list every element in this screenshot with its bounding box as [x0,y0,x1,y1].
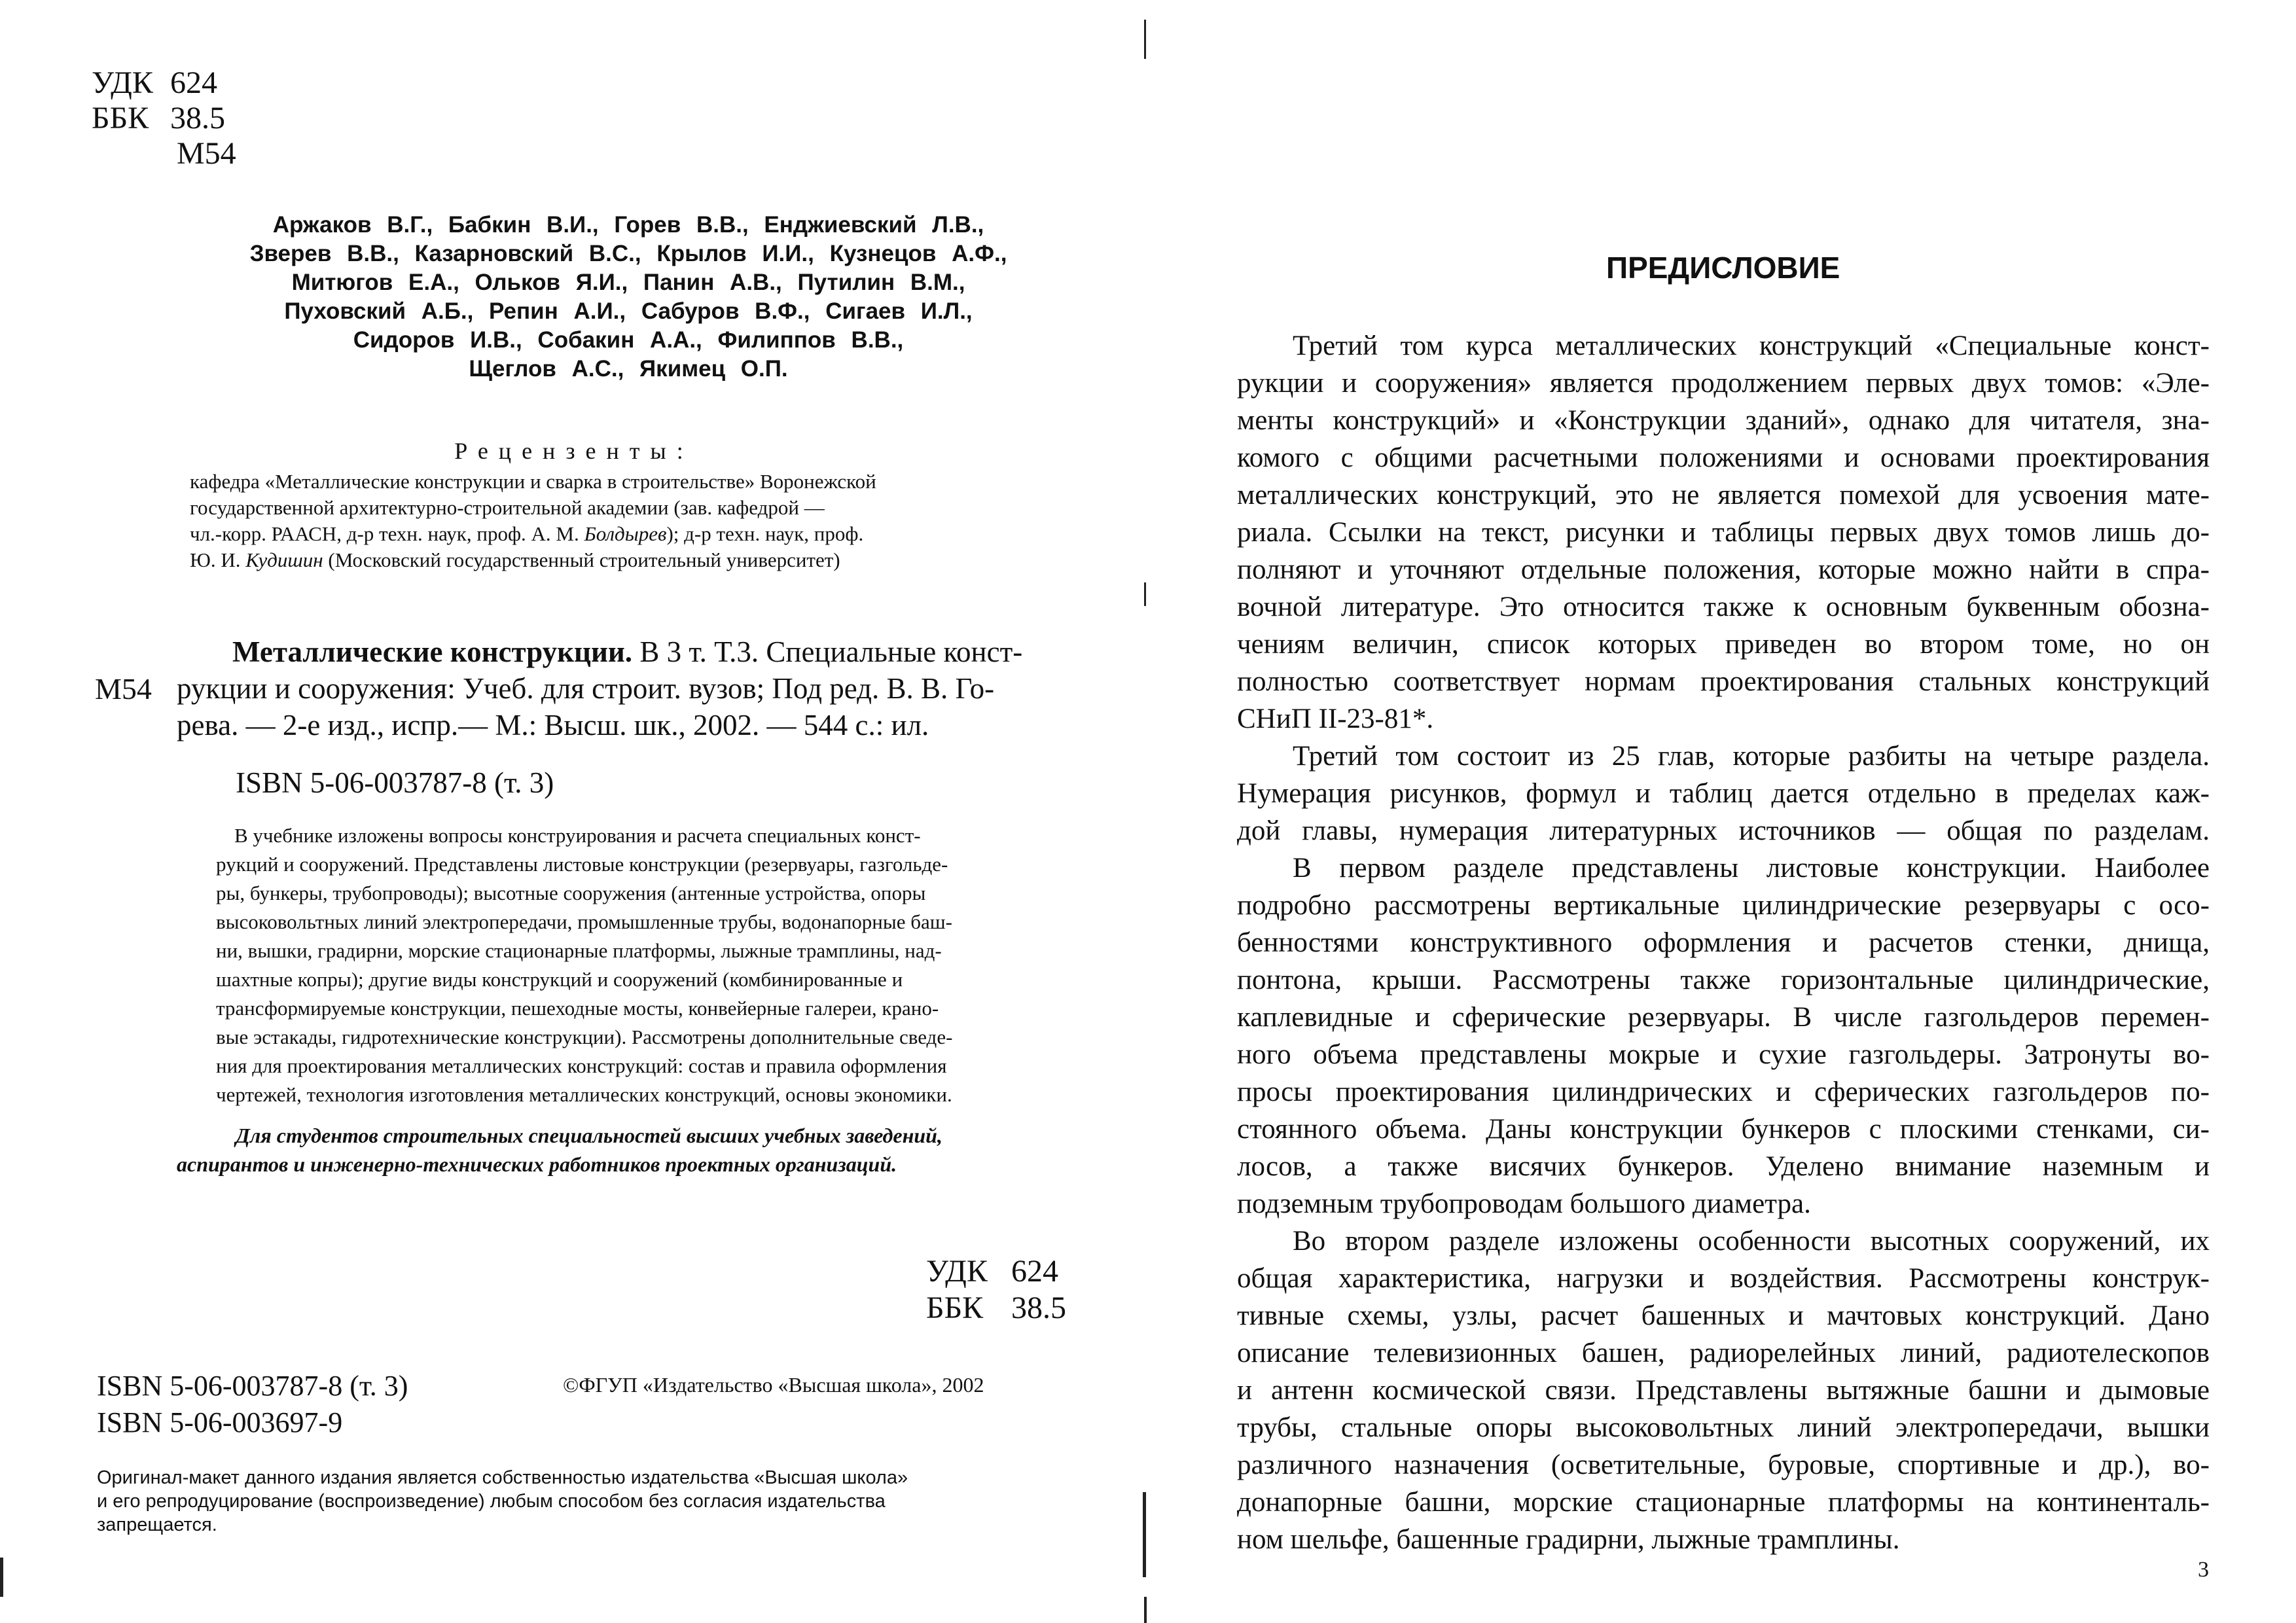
reviewers-text-fragment: (Московский государственный строительный университет) [328,548,840,571]
preface-line: В первом разделе представлены листовые конструкции. Наиболее [1293,853,2210,883]
annotation-line: рукций и сооружений. Представлены листовые конструкции (резервуары, газгольде- [216,853,948,876]
copyright-notice: ©ФГУП «Издательство «Высшая школа», 2002 [563,1373,984,1397]
preface-line: общая характеристика, нагрузки и воздействия. Рассмотрены конструк- [1237,1263,2210,1294]
preface-line: стоянного объема. Даны конструкции бункеров с плоскими стенками, си- [1237,1114,2210,1145]
authors-line: Сидоров И.В., Собакин А.А., Филиппов В.В., [353,327,904,353]
preface-line: Третий том состоит из 25 глав, которые разбиты на четыре раздела. [1293,741,2210,772]
preface-line: каплевидные и сферические резервуары. В числе газгольдеров перемен- [1237,1002,2210,1033]
preface-line: рукции и сооружения» является продолжением первых двух томов: «Эле- [1237,368,2210,399]
annotation-line: трансформируемые конструкции, пешеходные мосты, конвейерные галереи, крано- [216,997,939,1020]
preface-line: просы проектирования цилиндрических и сферических газгольдеров по- [1237,1077,2210,1107]
udk-label: УДК [926,1254,988,1289]
ownership-line: и его репродуцирование (воспроизведение) любым способом без согласия издательства [97,1491,886,1512]
preface-line: различного назначения (осветительные, буровые, спортивные и др.), во- [1237,1450,2210,1480]
preface-line: дой главы, нумерация литературных источников — общая по разделам. [1237,815,2210,846]
isbn-entry: ISBN 5-06-003787-8 (т. 3) [97,1370,408,1402]
preface-line: полняют и уточняют отдельные положения, которые можно найти в спра- [1237,554,2210,585]
preface-line: ного объема представлены мокрые и сухие газгольдеры. Затронуты во- [1237,1039,2210,1070]
preface-line: тивные схемы, узлы, расчет башенных и мачтовых конструкций. Дано [1237,1300,2210,1331]
book-title: Металлические конструкции. [232,635,633,668]
biblio-text: В 3 т. Т.3. Специальные конст- [639,635,1023,668]
reviewers-text-fragment: Ю. И. [190,548,241,571]
annotation-line: В учебнике изложены вопросы конструирования и расчета специальных конст- [234,824,921,847]
preface-line: описание телевизионных башен, радиорелейных линий, радиотелескопов [1237,1338,2210,1368]
reviewers-line: государственной архитектурно-строительной академии (зав. кафедрой — [190,496,825,519]
preface-line: подземным трубопроводам большого диаметра. [1237,1188,1811,1219]
preface-line: менты конструкций» и «Конструкции зданий», однако для читателя, зна- [1237,405,2210,436]
preface-line: понтона, крыши. Рассмотрены также горизонтальные цилиндрические, [1237,965,2210,995]
preface-line: Нумерация рисунков, формул и таблиц дается отдельно в пределах каж- [1237,778,2210,809]
isbn-main: ISBN 5-06-003787-8 (т. 3) [236,766,554,799]
reviewer-name: Кудишин [245,548,323,571]
ownership-line: Оригинал-макет данного издания является собственностью издательства «Высшая школа» [97,1467,908,1488]
annotation-line: ния для проектирования металлических конструкций: состав и правила оформления [216,1054,947,1077]
preface-line: СНиП II-23-81*. [1237,704,1434,734]
authors-line: Митюгов Е.А., Ольков Я.И., Панин А.В., Путилин В.М., [291,270,965,295]
biblio-line: рева. — 2-е изд., испр.— М.: Высш. шк., 2002. — 544 с.: ил. [177,709,929,741]
bbk-label: ББК [92,101,149,135]
reviewers-text-fragment: ); д-р техн. наук, проф. [666,522,864,545]
authors-line: Пуховский А.Б., Репин А.И., Сабуров В.Ф., Сигаев И.Л., [284,298,973,324]
preface-line: трубы, стальные опоры высоковольтных линий электропередачи, вышки [1237,1412,2210,1443]
preface-line: донапорные башни, морские стационарные платформы на континенталь- [1237,1487,2210,1518]
annotation-line: чертежей, технология изготовления металлических конструкций, основы экономики. [216,1083,952,1106]
authors-line: Щеглов А.С., Якимец О.П. [469,356,788,382]
preface-line: и антенн космической связи. Представлены вытяжные башни и дымовые [1237,1375,2210,1406]
preface-line: подробно рассмотрены вертикальные цилиндрические резервуары с осо- [1237,890,2210,921]
preface-body [1237,327,2210,1558]
author-code: М54 [177,136,236,171]
annotation-line: высоковольтных линий электропередачи, промышленные трубы, водонапорные баш- [216,910,952,933]
authors-line: Аржаков В.Г., Бабкин В.И., Горев В.В., Енджиевский Л.В., [272,212,984,238]
preface-line: Третий том курса металлических конструкций «Специальные конст- [1293,330,2210,361]
preface-line: полностью соответствует нормам проектирования стальных конструкций [1237,666,2210,697]
annotation-line: ни, вышки, градирни, морские стационарные платформы, лыжные трамплины, над- [216,939,942,962]
annotation-line: шахтные копры); другие виды конструкций и сооружений (комбинированные и [216,968,903,991]
bbk-label: ББК [926,1291,984,1325]
annotation-line: ры, бункеры, трубопроводы); высотные сооружения (антенные устройства, опоры [216,882,926,904]
isbn-entry: ISBN 5-06-003697-9 [97,1406,343,1438]
preface-line: комого с общими расчетными положениями и основами проектирования [1237,442,2210,473]
page-number: 3 [2198,1558,2209,1582]
preface-line: вочной литературе. Это относится также к основным буквенным обозна- [1237,592,2210,622]
preface-line: ном шельфе, башенные градирни, лыжные трамплины. [1237,1524,1900,1555]
biblio-line: рукции и сооружения: Учеб. для строит. вузов; Под ред. В. В. Го- [177,672,995,705]
preface-line: бенностями конструктивного оформления и расчетов стенки, днища, [1237,927,2210,958]
udk-label: УДК [92,65,153,100]
reviewer-name: Болдырев [584,522,667,545]
udk-value: 624 [170,65,217,100]
preface-line: металлических конструкций, это не является помехой для усвоения мате- [1237,480,2210,510]
bbk-value: 38.5 [1011,1291,1066,1325]
reviewers-text-fragment: чл.-корр. РААСН, д-р техн. наук, проф. А. М. [190,522,579,545]
bbk-value: 38.5 [170,101,225,135]
note-line: Для студентов строительных специальностей высших учебных заведений, [236,1124,942,1147]
preface-title: ПРЕДИСЛОВИЕ [1606,251,1840,285]
preface-line: чениям величин, список которых приведен во втором томе, но он [1237,629,2210,660]
note-line: аспирантов и инженерно-технических работников проектных организаций. [177,1152,897,1176]
reviewers-heading: Рецензенты: [454,438,694,464]
reviewers-line: кафедра «Металлические конструкции и сварка в строительстве» Воронежской [190,470,876,493]
annotation-line: вые эстакады, гидротехнические конструкции). Рассмотрены дополнительные сведе- [216,1026,953,1048]
preface-line: лосов, а также висячих бункеров. Уделено внимание наземным и [1237,1151,2210,1182]
authors-line: Зверев В.В., Казарновский В.С., Крылов И.И., Кузнецов А.Ф., [249,241,1007,266]
ownership-line: запрещается. [97,1514,217,1535]
udk-value: 624 [1011,1254,1058,1289]
preface-line: риала. Ссылки на текст, рисунки и таблицы первых двух томов лишь до- [1237,517,2210,548]
side-author-code: М54 [95,672,152,705]
preface-line: Во втором разделе изложены особенности высотных сооружений, их [1293,1226,2210,1257]
